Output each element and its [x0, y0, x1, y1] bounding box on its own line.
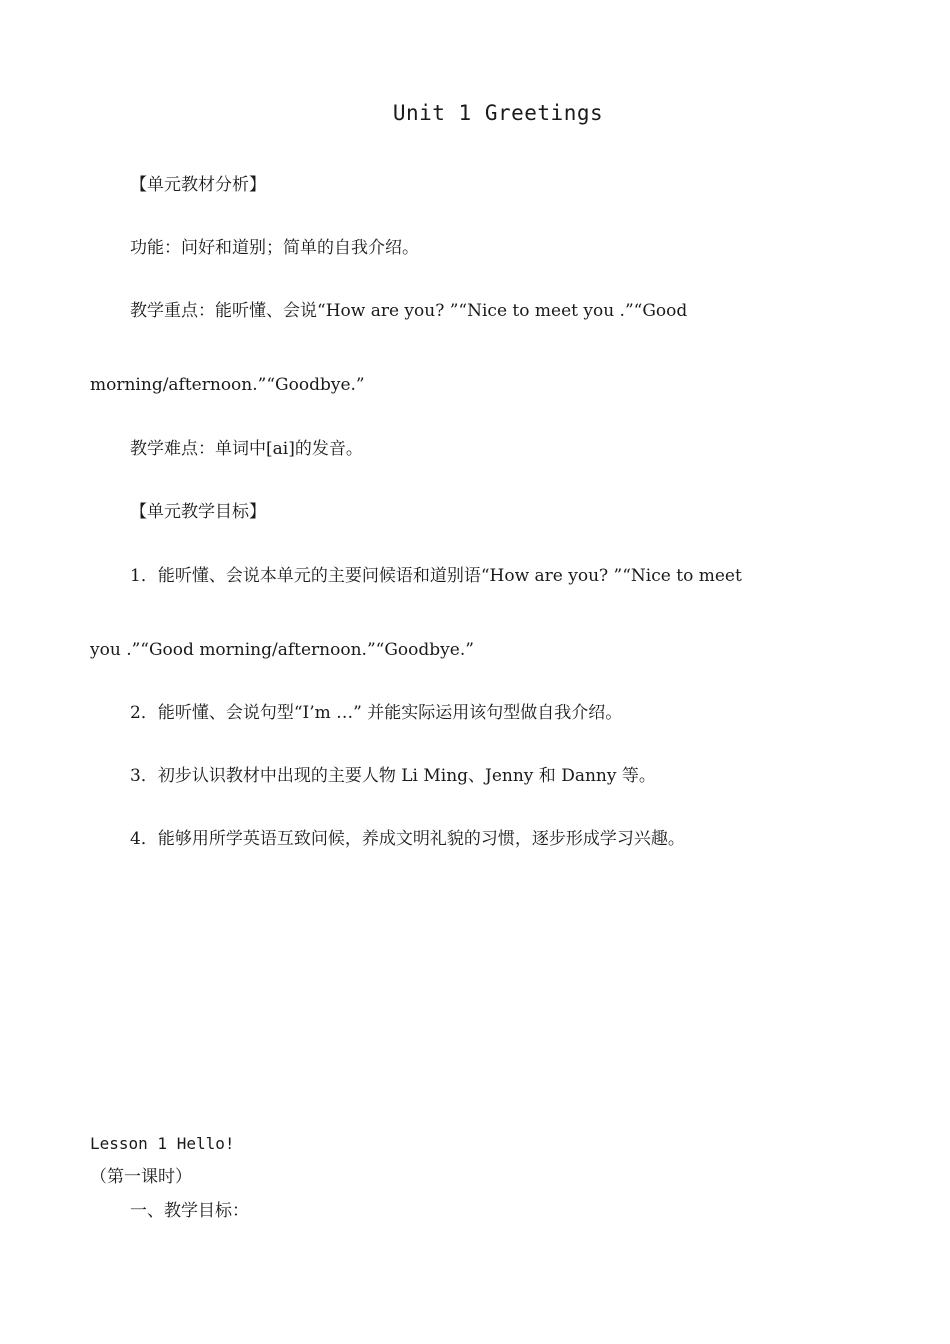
goal-4-line: 4．能够用所学英语互致问候，养成文明礼貌的习惯，逐步形成学习兴趣。 — [130, 829, 685, 849]
goal-1-line-1: 1．能听懂、会说本单元的主要问候语和道别语“How are you? ”“Nice to meet — [130, 566, 742, 586]
key-points-line-2: morning/afternoon.”“Goodbye.” — [90, 375, 365, 395]
lesson-period: （第一课时） — [90, 1167, 192, 1187]
lesson-title: Lesson 1 Hello! — [90, 1134, 235, 1153]
goal-2-line: 2．能听懂、会说句型“I’m …” 并能实际运用该句型做自我介绍。 — [130, 703, 623, 723]
page-title: Unit 1 Greetings — [392, 101, 604, 125]
function-line: 功能：问好和道别；简单的自我介绍。 — [130, 238, 419, 258]
difficult-points-line: 教学难点：单词中[ai]的发音。 — [130, 439, 363, 459]
unit-goals-heading: 【单元教学目标】 — [130, 502, 266, 522]
goal-1-line-2: you .”“Good morning/afternoon.”“Goodbye.” — [90, 640, 474, 660]
unit-analysis-heading: 【单元教材分析】 — [130, 175, 266, 195]
key-points-line-1: 教学重点：能听懂、会说“How are you? ”“Nice to meet you .”“Good — [130, 301, 688, 321]
goal-3-line: 3．初步认识教材中出现的主要人物 Li Ming、Jenny 和 Danny 等。 — [130, 766, 656, 786]
teaching-objectives-heading: 一、教学目标： — [130, 1201, 249, 1221]
